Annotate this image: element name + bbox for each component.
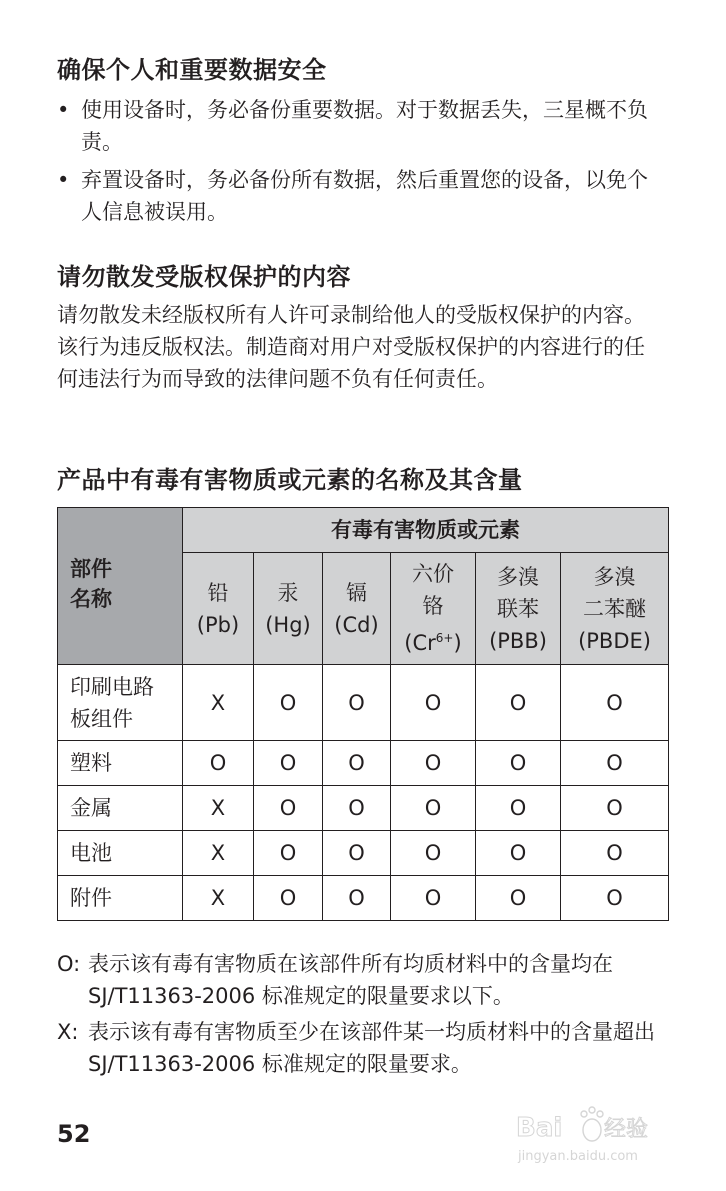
- part-header-line: 部件: [70, 557, 112, 581]
- table-cell: O: [254, 741, 323, 786]
- row-part-name: 附件: [58, 876, 183, 921]
- column-header-line: (Cr: [404, 631, 436, 655]
- column-header-line: (PBDE): [578, 628, 651, 653]
- table-cell: O: [391, 831, 476, 876]
- table-cell: X: [183, 831, 254, 876]
- table-row: [58, 831, 669, 876]
- section-title-data-safety: 确保个人和重要数据安全: [57, 56, 327, 84]
- column-header-line: 多溴: [593, 564, 636, 589]
- table-cell: O: [561, 876, 669, 921]
- column-header-cd: [323, 553, 391, 665]
- table-row: [58, 665, 669, 741]
- part-name-header: [58, 508, 183, 665]
- table-cell: O: [183, 741, 254, 786]
- bullet-item: [57, 94, 657, 158]
- table-row: [58, 876, 669, 921]
- column-header-pbb: [476, 553, 561, 665]
- bullet-text: 弃置设备时，务必备份所有数据，然后重置您的设备，以免个人信息被误用。: [81, 168, 648, 224]
- section-title-hazardous-substances: 产品中有毒有害物质或元素的名称及其含量: [57, 466, 523, 494]
- bullet-dot: •: [57, 98, 70, 122]
- row-part-name: [58, 665, 183, 741]
- part-header-line: 名称: [70, 587, 112, 611]
- legend-note-x: [57, 1016, 677, 1080]
- hazardous-substances-table: [57, 507, 669, 921]
- table-cell: O: [391, 786, 476, 831]
- table-cell: O: [323, 665, 391, 741]
- table-cell: X: [183, 876, 254, 921]
- column-header-line: 镉: [346, 580, 367, 605]
- svg-text:Bai: Bai: [516, 1113, 563, 1143]
- column-header-line: 二苯醚: [583, 596, 647, 621]
- column-header-line: (Pb): [196, 612, 240, 637]
- substances-group-header: 有毒有害物质或元素: [183, 508, 669, 553]
- column-header-line: 汞: [277, 580, 299, 605]
- table-cell: O: [561, 786, 669, 831]
- table-cell: O: [476, 741, 561, 786]
- table-cell: O: [323, 876, 391, 921]
- column-header-line: 铬: [422, 594, 444, 618]
- note-label: O:: [57, 952, 81, 976]
- table-cell: O: [254, 665, 323, 741]
- column-header-line: 铅: [207, 580, 229, 605]
- svg-text:经验: 经验: [604, 1117, 649, 1142]
- part-name-line: 板组件: [70, 706, 133, 731]
- table-row: [58, 741, 669, 786]
- section-title-copyright: 请勿散发受版权保护的内容: [57, 263, 351, 291]
- part-name-line: 印刷电路: [70, 674, 154, 699]
- row-part-name: 塑料: [58, 741, 183, 786]
- table-cell: X: [183, 665, 254, 741]
- page-number: 52: [57, 1120, 91, 1148]
- legend-note-o: [57, 948, 677, 1012]
- column-header-line: 六价: [412, 562, 454, 586]
- bullet-item: [57, 164, 657, 228]
- table-row: [58, 786, 669, 831]
- table-cell: O: [561, 741, 669, 786]
- table-cell: O: [561, 665, 669, 741]
- table-cell: O: [476, 786, 561, 831]
- note-text: 表示该有毒有害物质在该部件所有均质材料中的含量均在 SJ/T11363-2006 标准规定的限量要求以下。: [88, 952, 613, 1008]
- table-cell: O: [254, 876, 323, 921]
- column-header-line: 联苯: [497, 596, 539, 621]
- table-cell: O: [561, 831, 669, 876]
- table-cell: O: [323, 741, 391, 786]
- column-header-hg: [254, 553, 323, 665]
- row-part-name: 金属: [58, 786, 183, 831]
- table-cell: O: [391, 741, 476, 786]
- table-cell: O: [391, 876, 476, 921]
- svg-text:jingyan.baidu.com: jingyan.baidu.com: [518, 1149, 638, 1164]
- superscript: 6+: [435, 631, 454, 645]
- bullet-dot: •: [57, 168, 70, 192]
- baidu-jingyan-watermark: [512, 1100, 692, 1170]
- column-header-pbde: [561, 553, 669, 665]
- copyright-paragraph: 请勿散发未经版权所有人许可录制给他人的受版权保护的内容。该行为违反版权法。制造商对用户对受版权保护的内容进行的任何违法行为而导致的法律问题不负有任何责任。: [57, 303, 645, 391]
- column-header-line: ): [453, 631, 462, 655]
- table-cell: O: [254, 786, 323, 831]
- table-cell: O: [476, 665, 561, 741]
- column-header-line: (Cd): [334, 612, 379, 637]
- column-header-line: (PBB): [489, 628, 547, 653]
- table-cell: O: [391, 665, 476, 741]
- table-cell: X: [183, 786, 254, 831]
- table-cell: O: [323, 831, 391, 876]
- row-part-name: 电池: [58, 831, 183, 876]
- table-cell: O: [323, 786, 391, 831]
- note-label: X:: [57, 1020, 79, 1044]
- column-header-line: (Hg): [265, 612, 311, 637]
- column-header-pb: [183, 553, 254, 665]
- note-text: 表示该有毒有害物质至少在该部件某一均质材料中的含量超出 SJ/T11363-2006 标准规定的限量要求。: [88, 1020, 655, 1076]
- column-header-cr6: [391, 553, 476, 665]
- table-cell: O: [476, 831, 561, 876]
- table-cell: O: [254, 831, 323, 876]
- column-header-line: 多溴: [497, 564, 539, 589]
- table-cell: O: [476, 876, 561, 921]
- bullet-text: 使用设备时，务必备份重要数据。对于数据丢失，三星概不负责。: [81, 98, 648, 154]
